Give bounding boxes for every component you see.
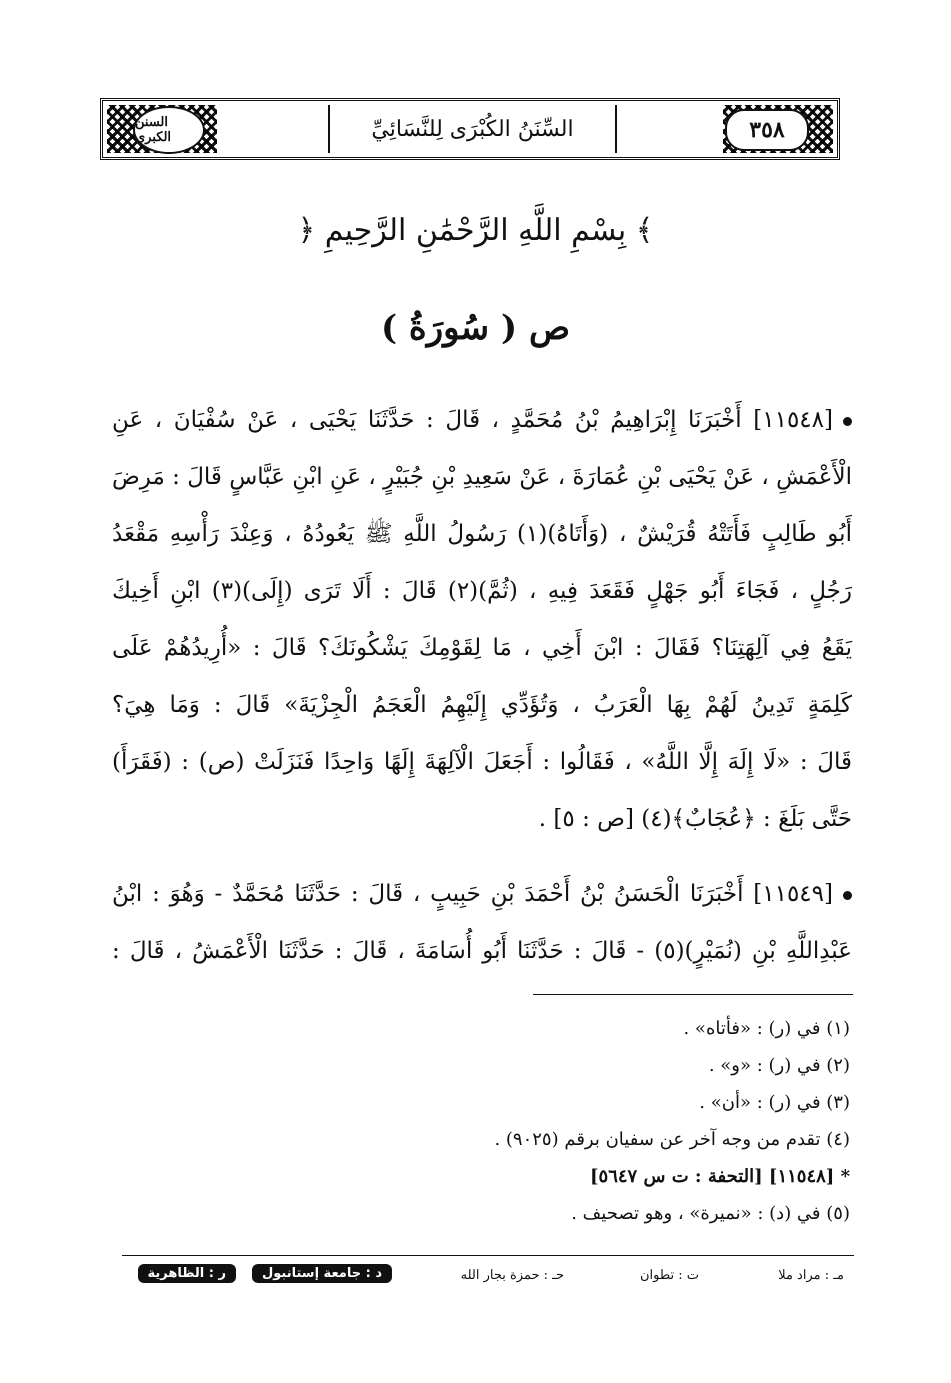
bullet-icon: [843, 417, 852, 426]
bottom-separator: [122, 1255, 854, 1256]
hadith-line: عَبْدِاللَّهِ بْنِ (نُمَيْرٍ)(٥) - قَالَ : حَدَّثَنَا أَبُو أُسَامَةَ ، قَالَ : حَدَّثَنَا الْأَعْمَشُ ، قَالَ :: [112, 938, 852, 964]
source-credit: حـ : حمزة بجار الله: [460, 1268, 564, 1283]
footnote: (١) في (ر) : «فأتاه» .: [683, 1018, 850, 1039]
hadith-line: رَجُلٍ ، فَجَاءَ أَبُو جَهْلٍ فَقَعَدَ فِيهِ ، (ثُمَّ)(٢) قَالَ : أَلَا تَرَى (إِلَى)(٣) ابْنِ أَخِيكَ: [112, 578, 852, 604]
footnote-tuhfa-reference: * [١١٥٤٨] [التحفة : ت س ٥٦٤٧]: [590, 1166, 850, 1187]
hadith-line: حَتَّى بَلَغَ : ﴿عُجَابٌ﴾(٤) [ص : ٥] .: [538, 806, 852, 832]
manuscript-sources-bar: [122, 1262, 854, 1292]
bullet-icon: [843, 891, 852, 900]
manuscript-badge: د : جامعة إستانبول: [252, 1264, 392, 1283]
hadith-line: [١١٥٤٨] أَخْبَرَنَا إِبْرَاهِيمُ بْنُ مُحَمَّدٍ ، قَالَ : حَدَّثَنَا يَحْيَى ، عَنْ سُفْيَانَ ، عَنِ: [112, 392, 852, 449]
basmala: ﴿ بِسْمِ اللَّهِ الرَّحْمَٰنِ الرَّحِيمِ ﴾: [297, 213, 654, 248]
footnote: (٣) في (ر) : «أن» .: [699, 1092, 850, 1113]
hadith-line: قَالَ : «لَا إِلَهَ إِلَّا اللَّهُ» ، فَقَالُوا : أَجَعَلَ الْآلِهَةَ إِلَهًا وَاحِدًا فَنَزَلَتْ (ص) : (فَقَرَأَ): [112, 749, 852, 775]
manuscript-badge: ر : الظاهرية: [138, 1264, 236, 1283]
surah-heading: ( سُورَةُ ) ص: [380, 308, 571, 348]
footnote: (٤) تقدم من وجه آخر عن سفيان برقم (٩٠٢٥) .: [494, 1129, 850, 1150]
source-credit: ت : تطوان: [639, 1268, 699, 1283]
header-title-frame: [328, 105, 617, 153]
footnotes: [200, 1010, 850, 1232]
hadith-line: الْأَعْمَشِ ، عَنْ يَحْيَى بْنِ عُمَارَةَ ، عَنْ سَعِيدِ بْنِ جُبَيْرٍ ، عَنِ ابْنِ عَبَّاسٍ قَالَ : مَرِضَ: [112, 464, 852, 490]
book-emblem-icon: السنن الكبرى: [133, 106, 205, 154]
book-title: السِّنَنُ الكُبْرَى لِلنَّسَائِيِّ: [371, 116, 574, 142]
hadith-line: [١١٥٤٩] أَخْبَرَنَا الْحَسَنُ بْنُ أَحْمَدَ بْنِ حَبِيبٍ ، قَالَ : حَدَّثَنَا مُحَمَّدٌ - وَهُوَ : ابْنُ: [112, 866, 852, 923]
hadith-line: أَبُو طَالِبٍ فَأَتَتْهُ قُرَيْشٌ ، (وَأَتَاهُ)(١) رَسُولُ اللَّهِ ﷺ يَعُودُهُ ، وَعِنْدَ رَأْسِهِ مَقْعَدُ: [112, 521, 852, 547]
hadith-11549: [112, 866, 852, 980]
footnote-separator: [533, 994, 853, 995]
hadith-line: يَقَعُ فِي آلِهَتِنَا؟ فَقَالَ : ابْنَ أَخِي ، مَا لِقَوْمِكَ يَشْكُونَكَ؟ قَالَ : «أُرِيدُهُمْ عَلَى: [112, 635, 852, 661]
page-header: [100, 98, 840, 160]
footnote: (٢) في (ر) : «و» .: [708, 1055, 850, 1076]
hadith-line: كَلِمَةٍ تَدِينُ لَهُمْ بِهَا الْعَرَبُ ، وَتُؤَدِّي إِلَيْهِمُ الْعَجَمُ الْجِزْيَةَ» قَالَ : وَمَا هِيَ؟: [112, 692, 852, 718]
source-credit: مـ : مراد ملا: [778, 1268, 844, 1283]
footnote: (٥) في (د) : «نميرة» ، وهو تصحيف .: [571, 1203, 850, 1224]
page-number: ٣٥٨: [725, 109, 809, 151]
hadith-11548: [112, 392, 852, 848]
